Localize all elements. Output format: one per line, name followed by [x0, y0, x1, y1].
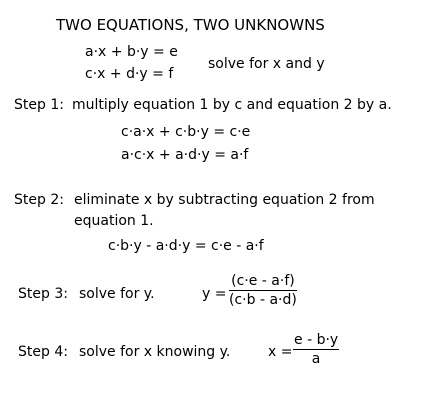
system-equation-2: c·x + d·y = f [85, 66, 174, 82]
step4-label: Step 4: [18, 344, 68, 360]
system-equation-1: a·x + b·y = e [85, 44, 178, 60]
step2-text-line1: eliminate x by subtracting equation 2 from [74, 192, 375, 208]
step2-equation: c·b·y - a·d·y = c·e - a·f [108, 238, 264, 254]
step4-numerator: e - b·y [294, 332, 339, 348]
step1-equation-1: c·a·x + c·b·y = c·e [121, 124, 251, 140]
step1-text: multiply equation 1 by c and equation 2 by a. [72, 97, 392, 113]
step3-denominator: (c·b - a·d) [229, 292, 297, 308]
step4-lhs: x = [268, 344, 293, 360]
step1-label: Step 1: [14, 97, 64, 113]
step1-equation-2: a·c·x + a·d·y = a·f [121, 147, 249, 163]
step4-denominator: a [311, 351, 321, 367]
page-title: TWO EQUATIONS, TWO UNKNOWNS [56, 16, 325, 34]
step3-text: solve for y. [79, 286, 155, 302]
step3-fraction [229, 273, 297, 308]
step4-text: solve for x knowing y. [79, 344, 231, 360]
step3-lhs: y = [202, 286, 227, 302]
step3-label: Step 3: [18, 286, 68, 302]
step3-numerator: (c·e - a·f) [231, 273, 295, 289]
step2-label: Step 2: [14, 192, 64, 208]
goal-text: solve for x and y [208, 56, 325, 72]
step2-text-line2: equation 1. [74, 213, 154, 229]
step4-fraction [293, 332, 339, 367]
